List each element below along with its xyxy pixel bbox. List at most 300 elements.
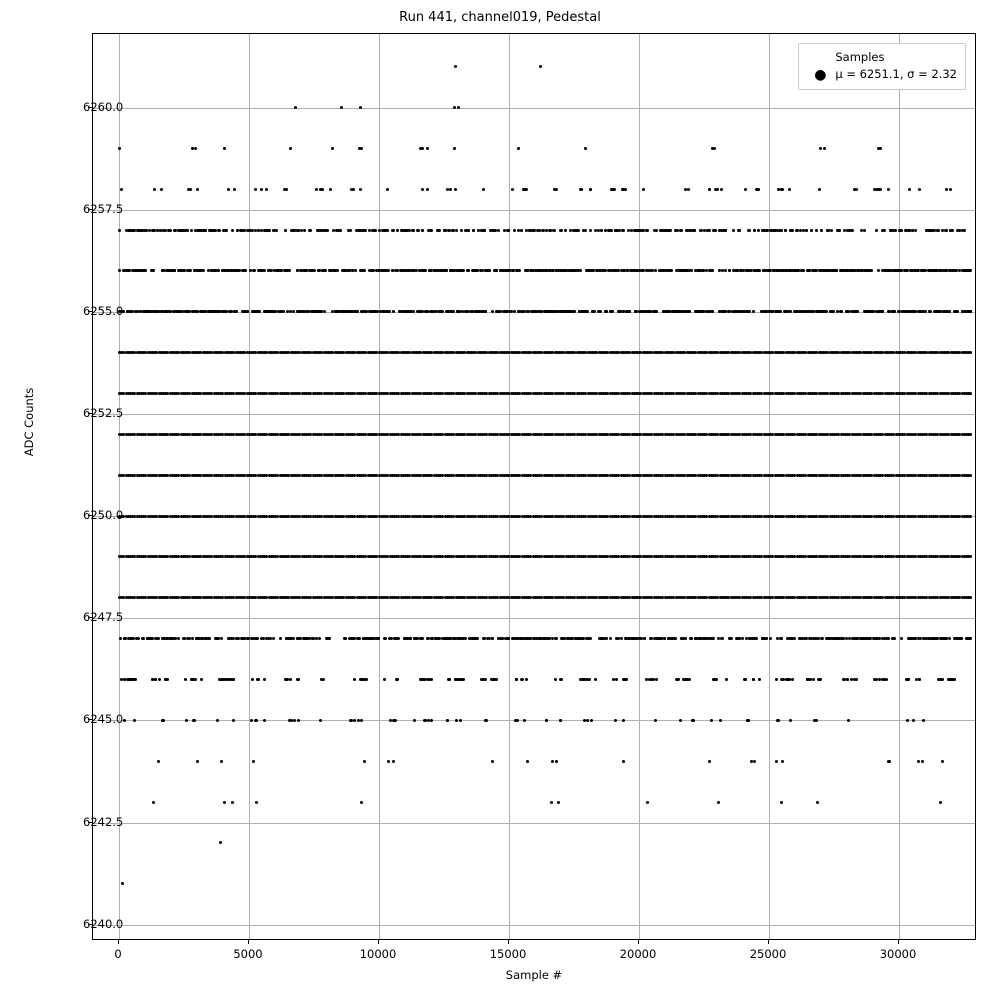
scatter-point: [711, 269, 714, 272]
scatter-point: [555, 637, 558, 640]
scatter-point: [900, 637, 903, 640]
scatter-point: [119, 637, 122, 640]
scatter-point: [255, 801, 258, 804]
scatter-point: [233, 310, 236, 313]
scatter-point: [363, 760, 366, 763]
scatter-point: [776, 719, 779, 722]
scatter-point: [503, 310, 506, 313]
scatter-point: [243, 637, 246, 640]
scatter-point: [322, 678, 325, 681]
scatter-point: [941, 760, 944, 763]
scatter-point: [251, 678, 254, 681]
scatter-point: [791, 637, 794, 640]
scatter-point: [840, 310, 843, 313]
scatter-point: [654, 719, 657, 722]
scatter-point: [491, 637, 494, 640]
scatter-point: [288, 719, 291, 722]
scatter-point: [736, 637, 739, 640]
scatter-point: [821, 637, 824, 640]
scatter-point: [495, 678, 498, 681]
scatter-point: [673, 637, 676, 640]
scatter-point: [235, 637, 238, 640]
scatter-point: [185, 719, 188, 722]
scatter-point: [850, 310, 853, 313]
scatter-point: [705, 269, 708, 272]
scatter-point: [491, 678, 494, 681]
scatter-point: [969, 474, 972, 477]
scatter-point: [929, 310, 932, 313]
scatter-point: [267, 637, 270, 640]
scatter-point: [948, 310, 951, 313]
scatter-point: [421, 637, 424, 640]
scatter-point: [389, 719, 392, 722]
scatter-point: [247, 637, 250, 640]
scatter-point: [360, 719, 363, 722]
scatter-point: [353, 719, 356, 722]
scatter-point: [797, 269, 800, 272]
scatter-point: [161, 719, 164, 722]
scatter-point: [560, 678, 563, 681]
scatter-point: [507, 637, 510, 640]
scatter-point: [885, 678, 888, 681]
scatter-point: [741, 637, 744, 640]
gridline-vertical: [899, 34, 900, 939]
scatter-point: [515, 678, 518, 681]
scatter-point: [835, 637, 838, 640]
scatter-point: [725, 678, 728, 681]
scatter-point: [646, 801, 649, 804]
scatter-point: [164, 678, 167, 681]
scatter-point: [289, 678, 292, 681]
scatter-point: [238, 269, 241, 272]
scatter-point: [354, 269, 357, 272]
scatter-point: [177, 637, 180, 640]
scatter-point: [157, 760, 160, 763]
scatter-point: [221, 678, 224, 681]
scatter-point: [361, 678, 364, 681]
scatter-point: [710, 719, 713, 722]
scatter-point: [753, 760, 756, 763]
scatter-point: [133, 719, 136, 722]
scatter-point: [282, 310, 285, 313]
scatter-point: [780, 801, 783, 804]
scatter-point: [387, 760, 390, 763]
scatter-point: [745, 269, 748, 272]
scatter-point: [969, 269, 972, 272]
scatter-point: [688, 310, 691, 313]
scatter-point: [514, 719, 517, 722]
scatter-point: [154, 678, 157, 681]
scatter-point: [526, 760, 529, 763]
scatter-point: [918, 678, 921, 681]
scatter-point: [526, 269, 529, 272]
scatter-point: [793, 637, 796, 640]
scatter-point: [250, 719, 253, 722]
scatter-point: [526, 637, 529, 640]
scatter-point: [744, 678, 747, 681]
gridline-vertical: [379, 34, 380, 939]
scatter-point: [360, 801, 363, 804]
scatter-point: [459, 719, 462, 722]
gridline-horizontal: [93, 823, 975, 824]
scatter-point: [969, 351, 972, 354]
scatter-point: [939, 801, 942, 804]
scatter-point: [702, 269, 705, 272]
gridline-horizontal: [93, 618, 975, 619]
scatter-point: [217, 637, 220, 640]
scatter-point: [173, 269, 176, 272]
scatter-point: [131, 310, 134, 313]
plot-area: [92, 33, 976, 940]
scatter-point: [460, 678, 463, 681]
scatter-point: [611, 269, 614, 272]
scatter-point: [622, 310, 625, 313]
scatter-point: [445, 269, 448, 272]
scatter-point: [623, 678, 626, 681]
scatter-point: [912, 719, 915, 722]
scatter-point: [216, 719, 219, 722]
scatter-point: [645, 678, 648, 681]
scatter-point: [557, 801, 560, 804]
scatter-point: [430, 719, 433, 722]
scatter-point: [232, 719, 235, 722]
scatter-point: [279, 637, 282, 640]
scatter-point: [123, 719, 126, 722]
scatter-point: [491, 310, 494, 313]
scatter-point: [525, 678, 528, 681]
scatter-point: [711, 310, 714, 313]
scatter-point: [191, 637, 194, 640]
scatter-point: [554, 678, 557, 681]
scatter-point: [263, 269, 266, 272]
scatter-point: [679, 719, 682, 722]
scatter-point: [969, 515, 972, 518]
scatter-point: [225, 310, 228, 313]
scatter-point: [969, 555, 972, 558]
gridline-vertical: [639, 34, 640, 939]
scatter-point: [692, 719, 695, 722]
scatter-point: [791, 678, 794, 681]
scatter-point: [563, 637, 566, 640]
scatter-point: [392, 760, 395, 763]
scatter-point: [152, 801, 155, 804]
scatter-point: [948, 637, 951, 640]
scatter-point: [390, 637, 393, 640]
scatter-point: [353, 678, 356, 681]
scatter-point: [458, 310, 461, 313]
scatter-point: [187, 310, 190, 313]
scatter-point: [516, 719, 519, 722]
scatter-point: [312, 637, 315, 640]
scatter-point: [413, 719, 416, 722]
scatter-point: [137, 637, 140, 640]
scatter-point: [655, 678, 658, 681]
scatter-point: [255, 719, 258, 722]
scatter-point: [343, 637, 346, 640]
scatter-point: [614, 719, 617, 722]
scatter-point: [396, 269, 399, 272]
scatter-point: [877, 269, 880, 272]
scatter-point: [523, 719, 526, 722]
scatter-point: [752, 310, 755, 313]
scatter-point: [303, 637, 306, 640]
gridline-vertical: [249, 34, 250, 939]
scatter-point: [420, 678, 423, 681]
gridline-vertical: [509, 34, 510, 939]
scatter-point: [747, 719, 750, 722]
scatter-point: [481, 678, 484, 681]
scatter-point: [619, 310, 622, 313]
scatter-point: [956, 310, 959, 313]
scatter-point: [513, 310, 516, 313]
scatter-point: [771, 310, 774, 313]
scatter-point: [412, 310, 415, 313]
scatter-point: [263, 678, 266, 681]
scatter-point: [643, 637, 646, 640]
scatter-point: [846, 678, 849, 681]
scatter-point: [703, 637, 706, 640]
scatter-point: [497, 637, 500, 640]
scatter-point: [559, 719, 562, 722]
scatter-point: [184, 678, 187, 681]
scatter-point: [391, 269, 394, 272]
scatter-point: [776, 637, 779, 640]
scatter-point: [484, 719, 487, 722]
scatter-point: [317, 269, 320, 272]
scatter-point: [781, 760, 784, 763]
scatter-point: [750, 760, 753, 763]
scatter-point: [231, 801, 234, 804]
scatter-point: [719, 719, 722, 722]
scatter-point: [545, 719, 548, 722]
scatter-point: [721, 269, 724, 272]
scatter-point: [383, 678, 386, 681]
scatter-point: [318, 637, 321, 640]
scatter-point: [555, 269, 558, 272]
scatter-point: [601, 637, 604, 640]
scatter-point: [256, 678, 259, 681]
scatter-point: [221, 310, 224, 313]
scatter-point: [958, 269, 961, 272]
scatter-point: [387, 269, 390, 272]
scatter-point: [586, 719, 589, 722]
scatter-point: [143, 310, 146, 313]
scatter-point: [260, 637, 263, 640]
scatter-point: [910, 637, 913, 640]
scatter-point: [220, 760, 223, 763]
scatter-point: [196, 760, 199, 763]
scatter-point: [775, 678, 778, 681]
scatter-point: [573, 310, 576, 313]
gridline-horizontal: [93, 108, 975, 109]
scatter-point: [223, 801, 226, 804]
scatter-point: [702, 310, 705, 313]
scatter-point: [655, 310, 658, 313]
scatter-point: [690, 269, 693, 272]
scatter-point: [240, 637, 243, 640]
scatter-point: [820, 310, 823, 313]
scatter-point: [599, 310, 602, 313]
gridline-horizontal: [93, 414, 975, 415]
scatter-point: [873, 678, 876, 681]
scatter-point: [609, 637, 612, 640]
scatter-point: [622, 719, 625, 722]
scatter-point: [887, 760, 890, 763]
scatter-point: [377, 637, 380, 640]
scatter-point: [940, 678, 943, 681]
scatter-point: [663, 637, 666, 640]
scatter-point: [458, 637, 461, 640]
scatter-point: [816, 801, 819, 804]
scatter-point: [286, 678, 289, 681]
scatter-point: [519, 637, 522, 640]
scatter-point: [549, 310, 552, 313]
scatter-point: [728, 637, 731, 640]
scatter-point: [476, 637, 479, 640]
scatter-point: [775, 760, 778, 763]
scatter-point: [605, 637, 608, 640]
scatter-point: [221, 269, 224, 272]
scatter-point: [486, 637, 489, 640]
scatter-point: [200, 678, 203, 681]
scatter-point: [728, 269, 731, 272]
scatter-point: [139, 310, 142, 313]
scatter-point: [252, 760, 255, 763]
scatter-point: [598, 637, 601, 640]
scatter-point: [628, 310, 631, 313]
scatter-point: [397, 637, 400, 640]
scatter-point: [129, 678, 132, 681]
scatter-point: [384, 637, 387, 640]
scatter-point: [289, 310, 292, 313]
scatter-point: [708, 760, 711, 763]
scatter-point: [752, 678, 755, 681]
scatter-point: [319, 719, 322, 722]
scatter-point: [132, 678, 135, 681]
scatter-point: [878, 678, 881, 681]
scatter-point: [960, 637, 963, 640]
scatter-point: [297, 719, 300, 722]
gridline-horizontal: [93, 925, 975, 926]
scatter-point: [758, 678, 761, 681]
scatter-point: [855, 678, 858, 681]
scatter-point: [922, 719, 925, 722]
scatter-point: [885, 637, 888, 640]
scatter-point: [388, 310, 391, 313]
scatter-point: [501, 637, 504, 640]
scatter-point: [915, 678, 918, 681]
scatter-point: [217, 269, 220, 272]
scatter-point: [306, 310, 309, 313]
scatter-point: [649, 310, 652, 313]
scatter-point: [183, 637, 186, 640]
scatter-point: [135, 269, 138, 272]
scatter-point: [272, 637, 275, 640]
scatter-point: [297, 678, 300, 681]
scatter-point: [789, 719, 792, 722]
scatter-point: [232, 678, 235, 681]
scatter-point: [969, 433, 972, 436]
scatter-point: [622, 760, 625, 763]
scatter-point: [786, 678, 789, 681]
scatter-point: [263, 719, 266, 722]
gridline-vertical: [119, 34, 120, 939]
scatter-point: [491, 760, 494, 763]
scatter-point: [394, 637, 397, 640]
scatter-point: [754, 637, 757, 640]
scatter-point: [207, 269, 210, 272]
scatter-point: [193, 719, 196, 722]
scatter-point: [127, 637, 130, 640]
scatter-point: [235, 310, 238, 313]
scatter-point: [601, 269, 604, 272]
scatter-point: [446, 719, 449, 722]
scatter-point: [769, 637, 772, 640]
scatter-point: [620, 637, 623, 640]
scatter-point: [717, 801, 720, 804]
scatter-point: [423, 678, 426, 681]
scatter-point: [724, 310, 727, 313]
scatter-point: [906, 719, 909, 722]
scatter-point: [627, 637, 630, 640]
scatter-point: [220, 637, 223, 640]
scatter-point: [479, 269, 482, 272]
scatter-point: [812, 678, 815, 681]
scatter-point: [757, 229, 760, 232]
scatter-point: [218, 678, 221, 681]
scatter-point: [158, 678, 161, 681]
scatter-point: [293, 719, 296, 722]
scatter-point: [780, 637, 783, 640]
scatter-point: [365, 678, 368, 681]
scatter-point: [615, 678, 618, 681]
scatter-point: [922, 637, 925, 640]
scatter-point: [551, 760, 554, 763]
scatter-point: [819, 678, 822, 681]
scatter-point: [455, 719, 458, 722]
scatter-point: [430, 678, 433, 681]
scatter-point: [467, 310, 470, 313]
scatter-point: [847, 719, 850, 722]
scatter-point: [724, 269, 727, 272]
scatter-point: [626, 269, 629, 272]
scatter-point: [765, 637, 768, 640]
scatter-point: [715, 678, 718, 681]
scatter-point: [922, 310, 925, 313]
gridline-vertical: [769, 34, 770, 939]
scatter-point: [939, 637, 942, 640]
scatter-point: [593, 310, 596, 313]
scatter-point: [921, 760, 924, 763]
scatter-point: [969, 596, 972, 599]
scatter-point: [415, 269, 418, 272]
scatter-point: [484, 310, 487, 313]
scatter-point: [292, 637, 295, 640]
scatter-point: [594, 678, 597, 681]
scatter-point: [951, 678, 954, 681]
scatter-point: [550, 801, 553, 804]
scatter-point: [969, 392, 972, 395]
scatter-point: [649, 637, 652, 640]
scatter-point: [588, 678, 591, 681]
scatter-point: [514, 637, 517, 640]
chart-title: Run 441, channel019, Pedestal: [399, 10, 601, 25]
scatter-point: [555, 760, 558, 763]
gridline-horizontal: [93, 720, 975, 721]
scatter-point: [346, 269, 349, 272]
scatter-point: [654, 269, 657, 272]
scatter-point: [154, 637, 157, 640]
